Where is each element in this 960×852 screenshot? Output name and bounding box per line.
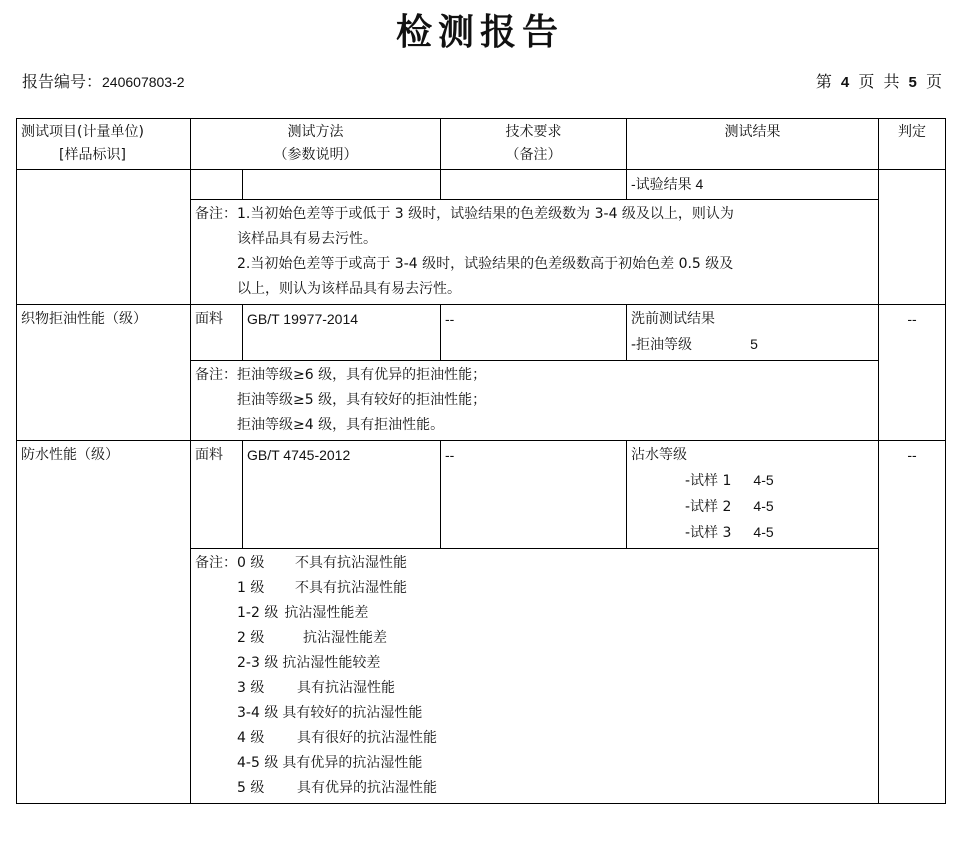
- water-level-line: 1-2 级 抗沾湿性能差: [237, 605, 369, 621]
- continued-method-cell: [243, 170, 441, 200]
- note-line: 以上，则认为该样品具有易去污性。: [237, 281, 461, 297]
- oil-standard-cell: GB/T 19977-2014: [243, 305, 441, 361]
- note-line: 该样品具有易去污性。: [237, 231, 377, 247]
- water-sample-line: -试样 2 4-5: [685, 498, 774, 515]
- water-result-cell: [627, 441, 879, 549]
- water-sample-cell: 面料: [191, 441, 243, 549]
- continued-result-cell: -试验结果 4: [627, 170, 879, 200]
- table-row: [17, 305, 946, 361]
- page-prefix: 第: [815, 72, 832, 91]
- water-judge-cell: --: [879, 441, 946, 804]
- water-result-title: 沾水等级: [631, 447, 687, 463]
- note-line: 拒油等级≥5 级，具有较好的拒油性能；: [237, 392, 487, 408]
- water-level-line: 4 级 具有很好的抗沾湿性能: [237, 730, 437, 746]
- note-label: 备注：: [195, 367, 237, 383]
- water-level-line: 0 级 不具有抗沾湿性能: [237, 555, 407, 571]
- oil-result-line: -拒油等级 5: [631, 336, 758, 353]
- continued-item-cell: [17, 170, 191, 305]
- header-test-result: 测试结果: [627, 119, 879, 170]
- report-title: 检测报告: [395, 11, 564, 53]
- oil-item-cell: 织物拒油性能（级）: [17, 305, 191, 441]
- table-row: [17, 170, 946, 200]
- note-label: 备注：: [195, 206, 237, 222]
- water-level-line: 3 级 具有抗沾湿性能: [237, 680, 395, 696]
- continued-sample-cell: [191, 170, 243, 200]
- report-number: [22, 70, 185, 94]
- water-level-line: 1 级 不具有抗沾湿性能: [237, 580, 407, 596]
- water-sample-line: -试样 1 4-5: [685, 472, 774, 489]
- report-number-value: 240607803-2: [102, 74, 185, 90]
- note-label: 备注：: [195, 555, 237, 571]
- oil-requirement-cell: --: [441, 305, 627, 361]
- oil-result-title: 洗前测试结果: [631, 311, 715, 327]
- oil-result-cell: [627, 305, 879, 361]
- oil-result-value: 5: [750, 336, 758, 352]
- water-level-line: 2 级 抗沾湿性能差: [237, 630, 387, 646]
- stain-note-cell: [191, 200, 879, 305]
- header-test-method: 测试方法 （参数说明）: [191, 119, 441, 170]
- note-line: 拒油等级≥4 级，具有拒油性能。: [237, 417, 445, 433]
- water-level-line: 4-5 级 具有优异的抗沾湿性能: [237, 755, 423, 771]
- water-level-line: 3-4 级 具有较好的抗沾湿性能: [237, 705, 423, 721]
- table-row: [17, 441, 946, 549]
- water-level-line: 2-3 级 抗沾湿性能较差: [237, 655, 381, 671]
- water-item-cell: 防水性能（级）: [17, 441, 191, 804]
- water-level-line: 5 级 具有优异的抗沾湿性能: [237, 780, 437, 796]
- oil-judge-cell: --: [879, 305, 946, 441]
- continued-judge-cell: [879, 170, 946, 305]
- continued-requirement-cell: [441, 170, 627, 200]
- oil-note-cell: [191, 361, 879, 441]
- water-requirement-cell: --: [441, 441, 627, 549]
- header-test-item: 测试项目(计量单位) [样品标识]: [17, 119, 191, 170]
- page-total: 5: [908, 74, 917, 91]
- page-suffix: 页: [925, 72, 942, 91]
- header-requirement: 技术要求 （备注）: [441, 119, 627, 170]
- test-report-table: [16, 118, 946, 804]
- report-number-label: 报告编号：: [22, 72, 103, 91]
- page-indicator: [816, 70, 942, 95]
- water-note-cell: [191, 549, 879, 804]
- oil-sample-cell: 面料: [191, 305, 243, 361]
- water-standard-cell: GB/T 4745-2012: [243, 441, 441, 549]
- note-line: 拒油等级≥6 级，具有优异的拒油性能；: [237, 367, 487, 383]
- note-line: 2.当初始色差等于或高于 3-4 级时，试验结果的色差级数高于初始色差 0.5 级及: [237, 256, 734, 272]
- water-sample-line: -试样 3 4-5: [685, 524, 774, 541]
- note-line: 1.当初始色差等于或低于 3 级时，试验结果的色差级数为 3-4 级及以上，则认为: [237, 206, 734, 222]
- table-header-row: [17, 119, 946, 170]
- header-judgement: 判定: [879, 119, 946, 170]
- page-current: 4: [840, 74, 850, 91]
- page-mid: 页 共: [858, 72, 900, 91]
